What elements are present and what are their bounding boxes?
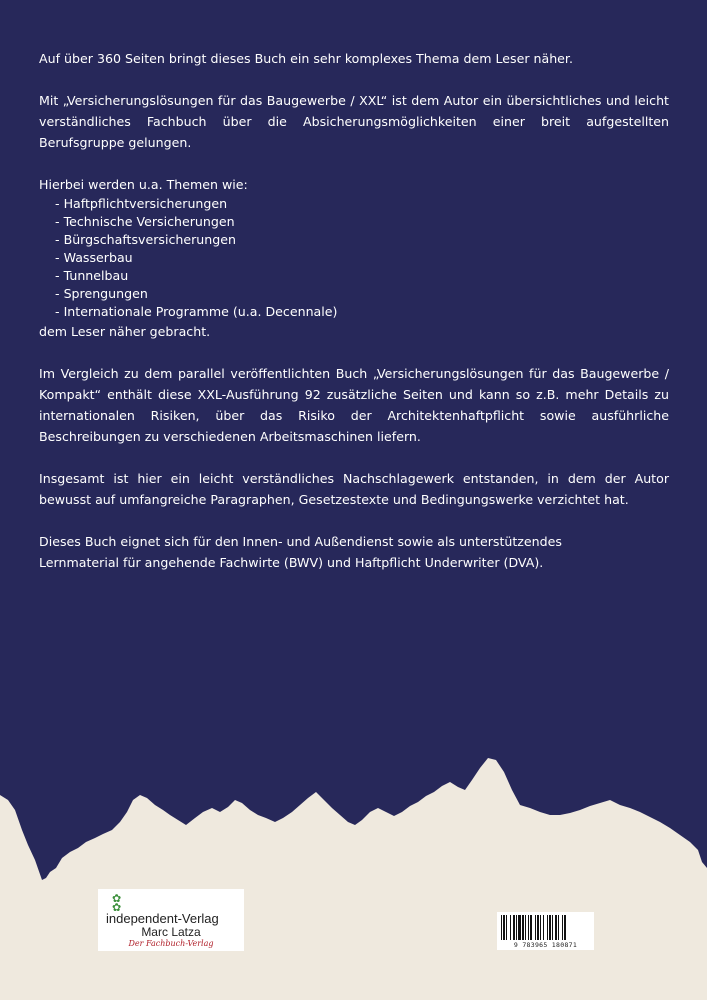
audience-paragraph bbox=[39, 531, 669, 573]
list-item: - Tunnelbau bbox=[55, 267, 669, 285]
list-item: - Sprengungen bbox=[55, 285, 669, 303]
publisher-tagline: Der Fachbuch-Verlag bbox=[128, 939, 214, 948]
list-outro: dem Leser näher gebracht. bbox=[39, 324, 211, 339]
barcode-digits: 9 783965 180871 bbox=[513, 941, 578, 949]
list-item: - Internationale Programme (u.a. Decennale) bbox=[55, 303, 669, 321]
audience-line-2: Lernmaterial für angehende Fachwirte (BWV) und Haftpflicht Underwriter (DVA). bbox=[39, 555, 544, 570]
audience-line-1: Dieses Buch eignet sich für den Innen- und Außendienst sowie als unterstützendes bbox=[39, 534, 562, 549]
isbn-barcode bbox=[497, 912, 594, 950]
reference-paragraph: Insgesamt ist hier ein leicht verständliches Nachschlagewerk entstanden, in dem der Autor bewusst auf umfangreiche Paragraphen, Gesetzestexte und Bedingungswerke verzichtet hat. bbox=[39, 471, 669, 507]
summary-paragraph: Mit „Versicherungslösungen für das Baugewerbe / XXL“ ist dem Autor ein übersichtliches und leicht verständliches Fachbuch über die Absicherungsmöglichkeiten einer breit aufgestellten Berufsgruppe gelungen. bbox=[39, 93, 669, 150]
topic-list bbox=[39, 195, 669, 321]
list-item: - Haftpflichtversicherungen bbox=[55, 195, 669, 213]
list-intro: Hierbei werden u.a. Themen wie: bbox=[39, 177, 248, 192]
list-item: - Technische Versicherungen bbox=[55, 213, 669, 231]
intro-paragraph: Auf über 360 Seiten bringt dieses Buch ein sehr komplexes Thema dem Leser näher. bbox=[39, 51, 573, 66]
flower-icon: ✿ ✿ bbox=[112, 893, 122, 914]
comparison-paragraph: Im Vergleich zu dem parallel veröffentlichten Buch „Versicherungslösungen für das Baugewerbe / Kompakt“ enthält diese XXL-Ausführung 92 zusätzliche Seiten und kann so z.B. mehr Details zu internationalen Risiken, über das Risiko der Architektenhaftpflicht sowie ausführliche Beschreibungen zu verschiedenen Arbeitsmaschinen liefern. bbox=[39, 366, 669, 444]
back-cover-text bbox=[39, 48, 669, 573]
list-item: - Bürgschaftsversicherungen bbox=[55, 231, 669, 249]
publisher-name: independent-Verlag bbox=[106, 911, 219, 926]
barcode-bars bbox=[501, 915, 590, 940]
publisher-logo bbox=[98, 889, 244, 951]
publisher-owner: Marc Latza bbox=[141, 925, 201, 939]
list-item: - Wasserbau bbox=[55, 249, 669, 267]
